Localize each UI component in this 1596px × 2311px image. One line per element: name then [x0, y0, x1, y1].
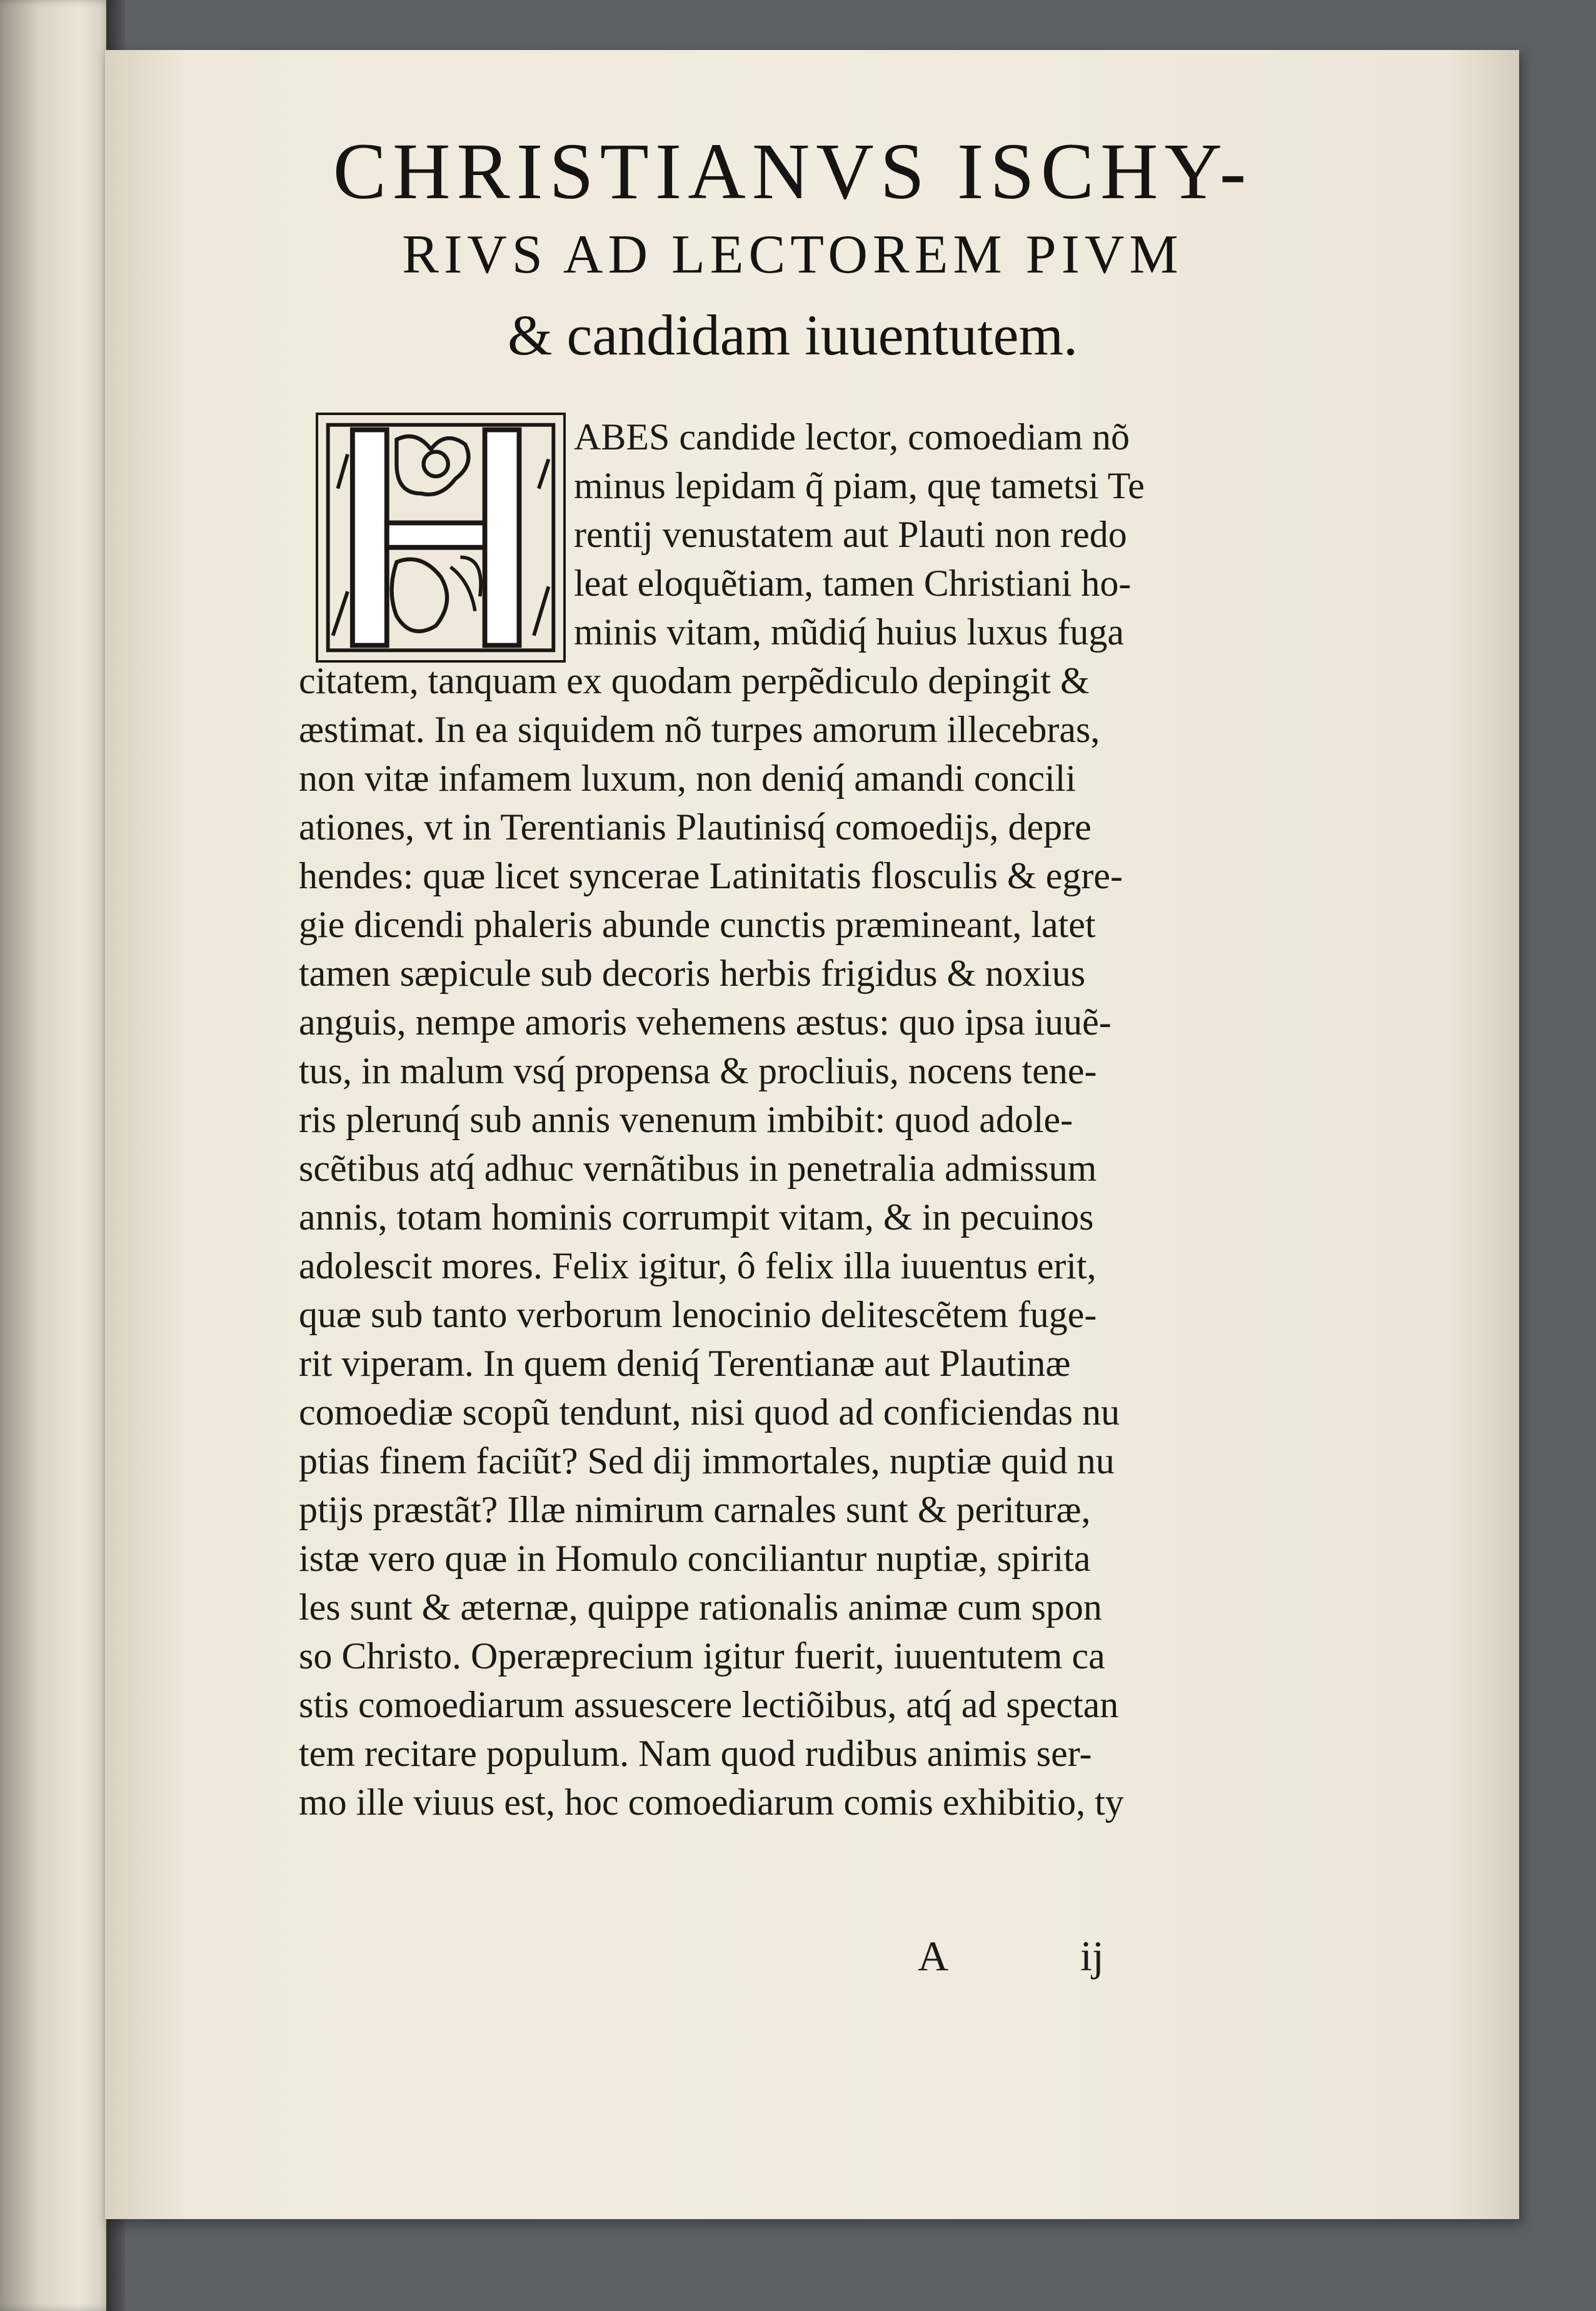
body-line: leat eloquẽtiam, tamen Christiani ho- [574, 563, 1132, 604]
body-line: citatem, tanquam ex quodam perpẽdiculo depingit & [299, 660, 1090, 701]
body-line: ptias finem faciũt? Sed dij immortales, nuptiæ quid nu [299, 1440, 1115, 1481]
body-line: istæ vero quæ in Homulo conciliantur nuptiæ, spirita [299, 1538, 1091, 1579]
signature-letter: A [918, 1932, 949, 1980]
body-line: ABES candide lector, comoediam nõ [574, 416, 1130, 458]
body-line: hendes: quæ licet syncerae Latinitatis flosculis & egre- [299, 855, 1123, 896]
heading-line-1: CHRISTIANVS ISCHY- [333, 127, 1253, 216]
body-line: comoediæ scopũ tendunt, nisi quod ad conficiendas nu [299, 1391, 1120, 1433]
signature-number: ij [1080, 1932, 1104, 1980]
heading-line-3: & candidam iuuentutem. [507, 303, 1078, 367]
book-page [105, 50, 1519, 2219]
body-line: rentij venustatem aut Plauti non redo [574, 514, 1127, 555]
body-line: non vitæ infamem luxum, non deniq́ amandi concili [299, 758, 1077, 799]
body-line: quæ sub tanto verborum lenocinio delitescẽtem fuge- [299, 1294, 1097, 1335]
body-line: æstimat. In ea siquidem nõ turpes amorum illecebras, [299, 709, 1100, 750]
body-line: anguis, nempe amoris vehemens æstus: quo ipsa iuuẽ- [299, 1001, 1112, 1043]
facing-page-edge [0, 0, 113, 2311]
body-line: ationes, vt in Terentianis Plautinisq́ comoedijs, depre [299, 806, 1092, 848]
body-line: minis vitam, mũdiq́ huius luxus fuga [574, 611, 1124, 653]
body-line: rit viperam. In quem deniq́ Terentianæ aut Plautinæ [299, 1343, 1071, 1384]
body-line: les sunt & æternæ, quippe rationalis animæ cum spon [299, 1587, 1102, 1628]
heading-line-2: RIVS AD LECTOREM PIVM [402, 224, 1183, 285]
body-text [299, 413, 1374, 1827]
body-line: so Christo. Operæprecium igitur fuerit, iuuentutem ca [299, 1635, 1105, 1677]
body-line: scẽtibus atq́ adhuc vernãtibus in penetralia admissum [299, 1148, 1097, 1189]
body-line: gie dicendi phaleris abunde cunctis præmineant, latet [299, 904, 1096, 945]
body-line: tus, in malum vsq́ propensa & procliuis, nocens tene- [299, 1050, 1097, 1091]
body-line: ris plerunq́ sub annis venenum imbibit: quod adole- [299, 1099, 1073, 1140]
body-line: annis, totam hominis corrumpit vitam, & in pecuinos [299, 1196, 1094, 1238]
body-line: adolescit mores. Felix igitur, ô felix illa iuuentus erit, [299, 1245, 1097, 1286]
body-line: minus lepidam q̃ piam, quę tametsi Te [574, 465, 1145, 506]
body-line: tem recitare populum. Nam quod rudibus animis ser- [299, 1733, 1092, 1774]
page-heading [199, 125, 1387, 378]
body-line: mo ille viuus est, hoc comoediarum comis exhibitio, ty [299, 1782, 1124, 1823]
body-line: ptijs præstãt? Illæ nimirum carnales sunt & perituræ, [299, 1489, 1091, 1530]
body-line: stis comoediarum assuescere lectiõibus, atq́ ad spectan [299, 1684, 1119, 1725]
body-line: tamen sæpicule sub decoris herbis frigidus & noxius [299, 953, 1086, 994]
